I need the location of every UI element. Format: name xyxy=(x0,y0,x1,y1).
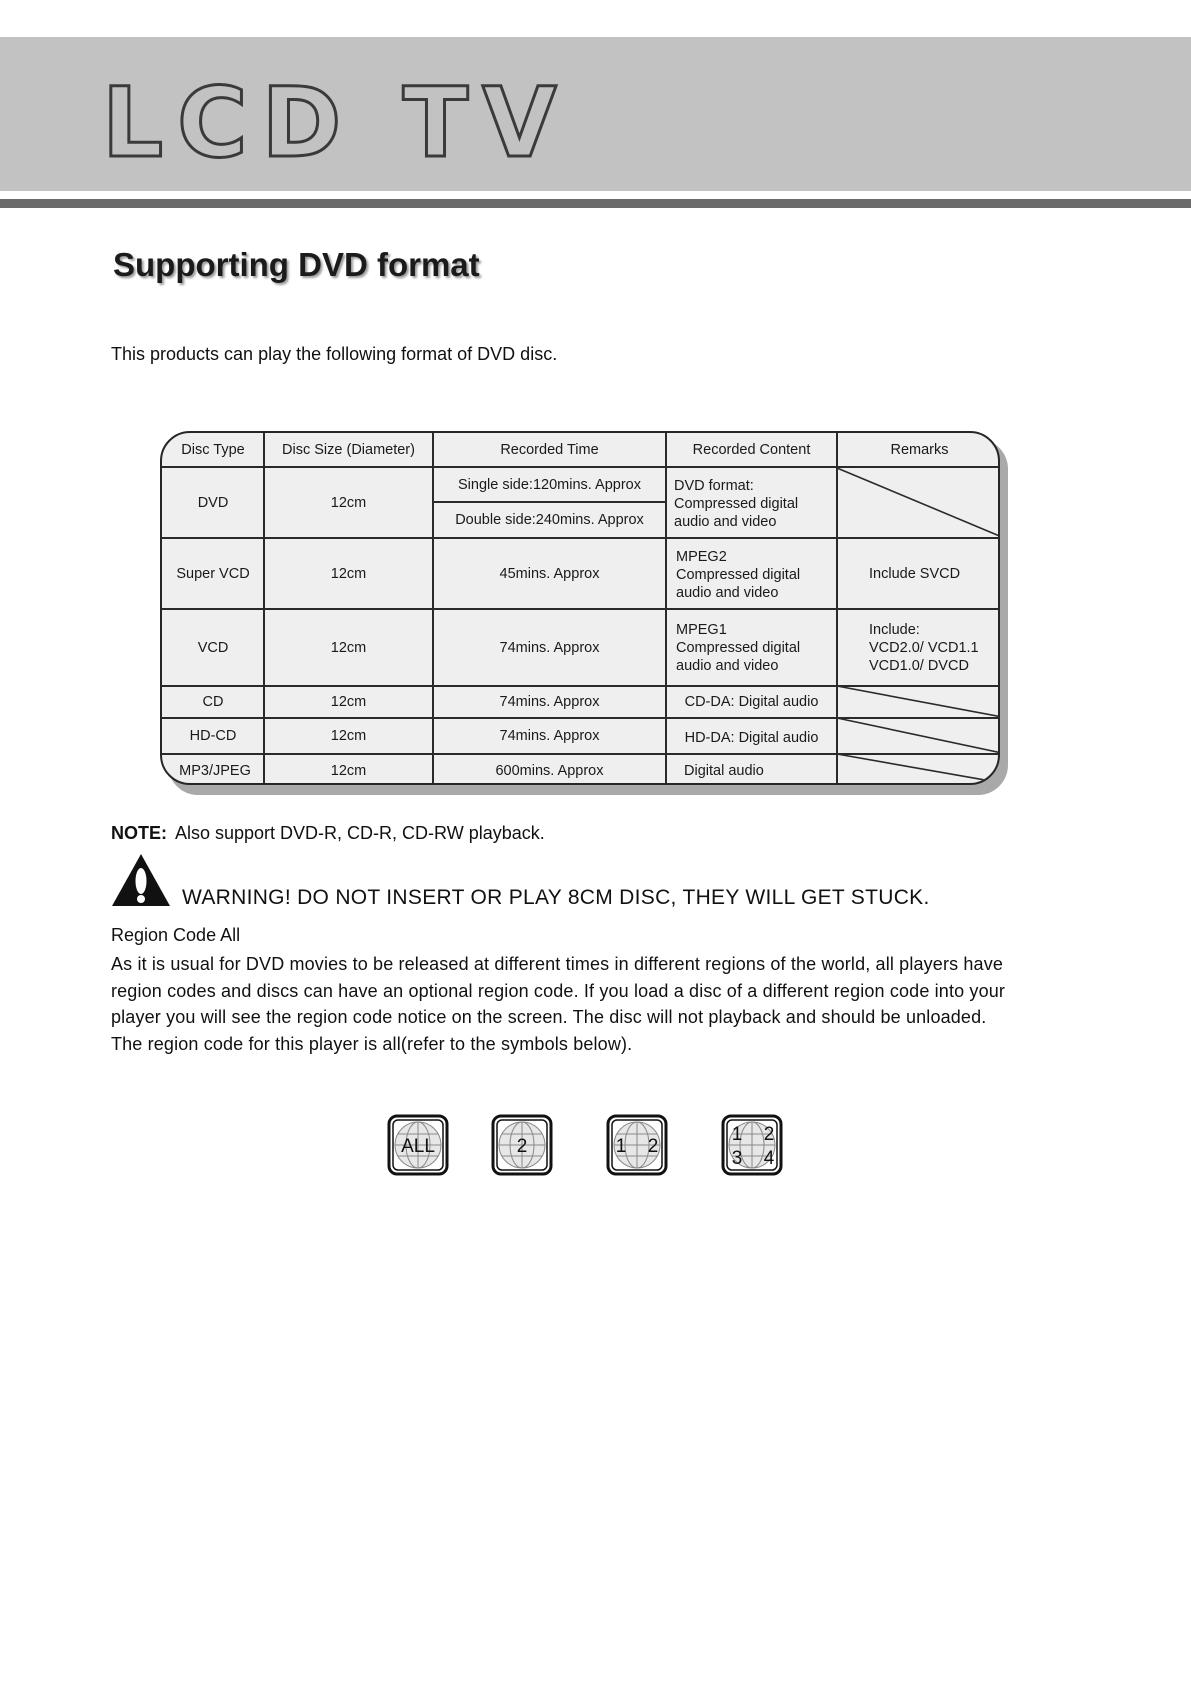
row-vcd-remarks xyxy=(837,609,1000,686)
row-divider xyxy=(162,717,1000,719)
header-rule xyxy=(0,199,1191,208)
row-dvd-time-double: Double side:240mins. Approx xyxy=(455,512,644,528)
region-label: 2 xyxy=(647,1136,659,1157)
region-heading: Region Code All xyxy=(111,925,241,945)
row-svcd-content-line: Compressed digital xyxy=(676,566,801,583)
row-divider xyxy=(162,685,1000,687)
row-vcd-content-line: audio and video xyxy=(676,657,779,674)
row-vcd-content-line: MPEG1 xyxy=(676,621,727,638)
row-svcd-remarks: Include SVCD xyxy=(869,565,961,582)
region-paragraph xyxy=(111,951,1101,1057)
region-label: 1 xyxy=(731,1124,743,1145)
region-label: 1 xyxy=(615,1136,627,1157)
row-dvd-type: DVD xyxy=(197,494,229,511)
row-svcd-content-line: audio and video xyxy=(676,584,779,601)
paragraph-line: player you will see the region code notice on the screen. The disc will not playback and should be unloaded. xyxy=(111,1007,987,1027)
row-svcd-size: 12cm xyxy=(330,565,367,582)
region-label: ALL xyxy=(401,1136,435,1157)
table-box xyxy=(160,431,1000,785)
row-hdcd-type: HD-CD xyxy=(189,728,237,744)
row-vcd-content-line: Compressed digital xyxy=(676,639,801,656)
row-cd-content: CD-DA: Digital audio xyxy=(684,694,819,710)
warning-triangle-icon xyxy=(110,852,172,908)
paragraph-line: As it is usual for DVD movies to be released at different times in different regions of the world, all players have xyxy=(111,954,1004,974)
disc-format-table xyxy=(160,431,1002,787)
row-cd-time: 74mins. Approx xyxy=(499,694,600,710)
row-cd-size: 12cm xyxy=(330,694,367,710)
region-2-icon xyxy=(491,1114,553,1176)
region-all-icon xyxy=(387,1114,449,1176)
row-divider xyxy=(162,537,1000,539)
header-recorded-time: Recorded Time xyxy=(500,442,599,458)
row-divider xyxy=(162,466,1000,468)
logo-text: LCD TV xyxy=(102,78,571,164)
region-1-2-icon xyxy=(606,1114,668,1176)
row-vcd-remarks-line: VCD1.0/ DVCD xyxy=(869,657,969,674)
row-divider xyxy=(162,753,1000,755)
note-label: NOTE: xyxy=(111,823,167,843)
region-label: 4 xyxy=(763,1148,775,1169)
row-mp3-time: 600mins. Approx xyxy=(495,762,604,779)
row-hdcd-content: HD-DA: Digital audio xyxy=(684,730,819,746)
row-vcd-remarks-line: Include: xyxy=(869,621,920,638)
row-mp3-content: Digital audio xyxy=(684,762,764,779)
row-svcd-content-line: MPEG2 xyxy=(676,548,727,565)
header-disc-type: Disc Type xyxy=(181,442,245,458)
row-mp3-type: MP3/JPEG xyxy=(179,762,251,779)
row-vcd-size: 12cm xyxy=(330,639,367,656)
row-svcd-type: Super VCD xyxy=(176,565,250,582)
row-hdcd-size: 12cm xyxy=(330,728,367,744)
section-title: Supporting DVD format xyxy=(113,246,480,283)
row-dvd-content-line: Compressed digital xyxy=(674,495,799,512)
row-vcd-content xyxy=(668,609,837,686)
region-label: 3 xyxy=(731,1148,743,1169)
row-svcd-time: 45mins. Approx xyxy=(499,565,600,582)
header-remarks: Remarks xyxy=(890,442,949,458)
row-vcd-type: VCD xyxy=(197,639,229,656)
row-dvd-size: 12cm xyxy=(330,494,367,511)
header-rule-gap xyxy=(0,191,1191,199)
intro-text: This products can play the following format of DVD disc. xyxy=(111,344,558,364)
row-vcd-time: 74mins. Approx xyxy=(499,639,600,656)
row-vcd-remarks-line: VCD2.0/ VCD1.1 xyxy=(869,639,979,656)
row-divider xyxy=(162,608,1000,610)
header-disc-size: Disc Size (Diameter) xyxy=(282,442,415,458)
region-label: 2 xyxy=(516,1136,528,1157)
header-recorded-content: Recorded Content xyxy=(692,442,811,458)
note-text: Also support DVD-R, CD-R, CD-RW playback. xyxy=(175,823,545,843)
row-hdcd-time: 74mins. Approx xyxy=(499,728,600,744)
row-dvd-time-single: Single side:120mins. Approx xyxy=(458,476,641,493)
region-label: 2 xyxy=(763,1124,775,1145)
row-dvd-content-line: DVD format: xyxy=(674,477,754,494)
logo xyxy=(100,78,620,164)
note xyxy=(111,823,545,844)
paragraph-line: region codes and discs can have an optional region code. If you load a disc of a different region code into your xyxy=(111,980,1006,1001)
paragraph-line: The region code for this player is all(refer to the symbols below). xyxy=(111,1033,633,1054)
warning-text: WARNING! DO NOT INSERT OR PLAY 8CM DISC, THEY WILL GET STUCK. xyxy=(182,886,930,909)
row-dvd-content-line: audio and video xyxy=(674,513,777,530)
row-cd-type: CD xyxy=(202,694,224,710)
row-mp3-size: 12cm xyxy=(330,762,367,779)
time-split-divider xyxy=(433,501,666,503)
region-1-2-3-4-icon xyxy=(721,1114,783,1176)
row-dvd-content xyxy=(666,469,837,538)
row-svcd-content xyxy=(668,540,837,609)
